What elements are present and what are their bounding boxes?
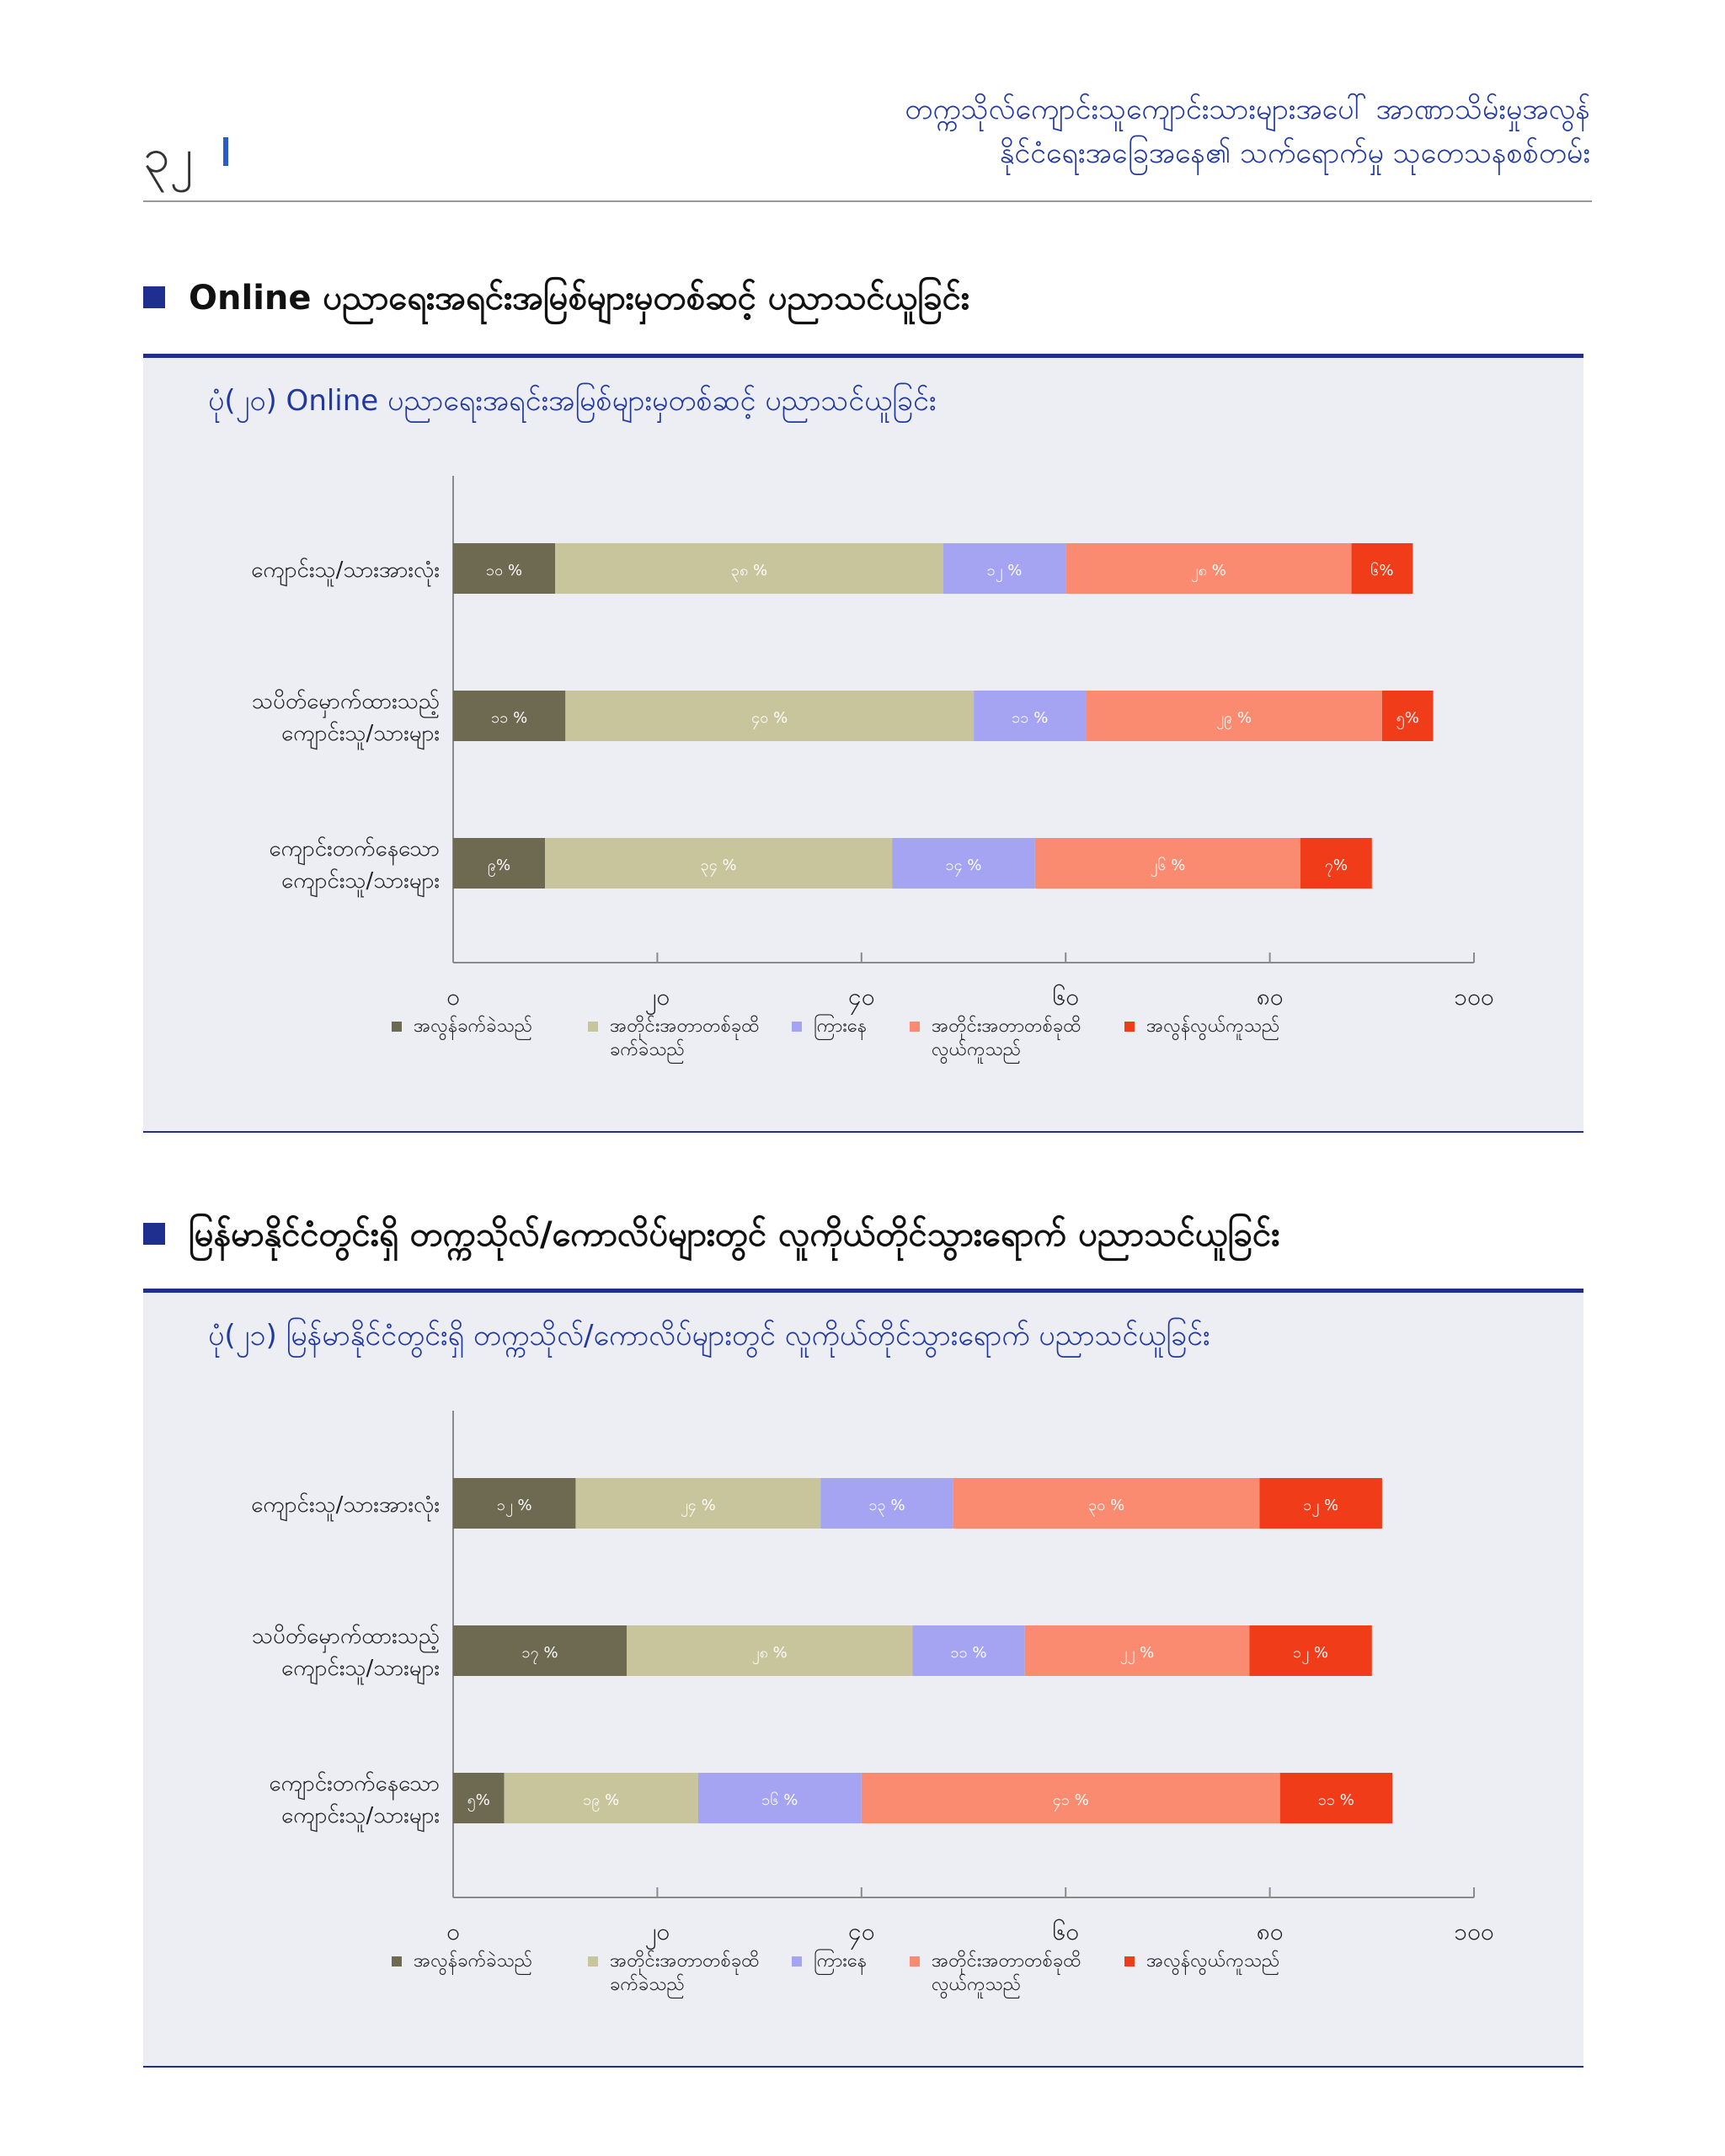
legend-label	[932, 1950, 1081, 1999]
data-label: ၁၀ %	[486, 562, 523, 579]
data-label: ၁၆ %	[761, 1791, 798, 1809]
x-tick-label: ၈၀	[1256, 983, 1284, 1011]
data-label: ၂၆ %	[1150, 857, 1186, 874]
data-label: ၂၉ %	[1216, 709, 1252, 727]
legend-swatch	[792, 1022, 802, 1032]
legend-label-line: အတိုင်းအတာတစ်ခုထိ	[932, 1951, 1081, 1972]
legend-label-line: အတိုင်းအတာတစ်ခုထိ	[610, 1951, 760, 1972]
running-head	[905, 88, 1590, 175]
chart-20-svg	[143, 358, 1583, 1131]
x-tick-label: ၆၀	[1052, 1918, 1079, 1945]
data-label: ၇%	[1324, 857, 1348, 874]
data-label: ၆%	[1370, 562, 1394, 579]
section-title-text: Online ပညာရေးအရင်းအမြစ်များမှတစ်ဆင့် ပညာသင်ယူခြင်း	[189, 279, 970, 318]
category-label-line: ကျောင်းသူ/သားများ	[281, 721, 440, 746]
data-label: ၁၂ %	[1303, 1497, 1339, 1514]
legend-label-line: အလွန်လွယ်ကူသည်	[1146, 1016, 1280, 1037]
category-label-line: ကျောင်းသူ/သားအားလုံး	[251, 1492, 440, 1518]
data-label: ၃၄ %	[700, 857, 737, 874]
data-label: ၁၁ %	[1317, 1791, 1354, 1809]
data-label: ၁၉ %	[583, 1791, 620, 1809]
legend-swatch	[1124, 1956, 1135, 1967]
x-tick-label: ၂၀	[644, 983, 670, 1011]
legend-label-line: ခက်ခဲသည်	[610, 1039, 685, 1060]
section-title-in-person-learning	[143, 1213, 1279, 1262]
legend-swatch	[1124, 1022, 1135, 1032]
x-tick-label: ၀	[446, 983, 460, 1011]
legend-swatch	[588, 1956, 598, 1967]
category-label	[251, 1492, 440, 1522]
category-label-line: သပိတ်မှောက်ထားသည့်	[251, 1624, 440, 1649]
category-label-line: ကျောင်းသူ/သားများ	[281, 1803, 440, 1828]
legend-label-line: အတိုင်းအတာတစ်ခုထိ	[932, 1016, 1081, 1037]
legend-label	[1146, 1015, 1279, 1041]
legend-label-line: ကြားနေ	[814, 1951, 868, 1972]
data-label: ၅%	[467, 1791, 490, 1809]
data-label: ၉%	[487, 857, 511, 874]
data-label: ၁၂ %	[496, 1497, 532, 1514]
legend-label	[1146, 1950, 1279, 1976]
category-label-line: သပိတ်မှောက်ထားသည့်	[251, 689, 440, 714]
section-title-online-learning	[143, 276, 969, 326]
data-label: ၅%	[1396, 709, 1419, 727]
data-label: ၂၈ %	[751, 1644, 788, 1662]
legend-swatch	[588, 1022, 598, 1032]
x-tick-label: ၄၀	[848, 983, 875, 1011]
figure-21-panel	[143, 1289, 1583, 2068]
legend-label-line: အတိုင်းအတာတစ်ခုထိ	[610, 1016, 760, 1037]
category-label	[252, 688, 440, 750]
figure-20-panel	[143, 354, 1583, 1133]
legend-swatch	[910, 1956, 920, 1967]
legend-label-line: လွယ်ကူသည်	[932, 1039, 1022, 1060]
category-label-line: ကျောင်းသူ/သားများ	[281, 1656, 440, 1681]
legend-label-line: ကြားနေ	[814, 1016, 868, 1037]
data-label: ၁၇ %	[521, 1644, 558, 1662]
data-label: ၁၁ %	[1012, 709, 1049, 727]
x-tick-label: ၁၀၀	[1454, 1918, 1494, 1945]
data-label: ၃၀ %	[1088, 1497, 1125, 1514]
data-label: ၄၀ %	[751, 709, 788, 727]
legend-label	[932, 1015, 1081, 1065]
section-title-text: မြန်မာနိုင်ငံတွင်းရှိ တက္ကသိုလ်/ကောလိပ်များတွင် လူကိုယ်တိုင်သွားရောက် ပညာသင်ယူခြင်း	[189, 1215, 1280, 1254]
x-tick-label: ၄၀	[848, 1918, 875, 1945]
legend-label	[814, 1014, 867, 1040]
category-label-line: ကျောင်းသူ/သားအားလုံး	[251, 558, 440, 583]
legend-label-line: ခက်ခဲသည်	[610, 1974, 685, 1995]
category-label-line: ကျောင်းသူ/သားများ	[281, 868, 440, 894]
legend-label	[610, 1950, 760, 1999]
data-label: ၁၁ %	[491, 709, 528, 727]
category-label	[252, 1623, 440, 1685]
legend-swatch	[392, 1022, 402, 1032]
x-tick-label: ၂၀	[644, 1918, 670, 1945]
data-label: ၄၁ %	[1052, 1791, 1089, 1809]
data-label: ၂၄ %	[680, 1497, 716, 1514]
x-tick-label: ၆၀	[1052, 983, 1079, 1011]
section-bullet-icon	[143, 1223, 165, 1245]
data-label: ၁၂ %	[986, 562, 1023, 579]
category-label	[269, 835, 440, 898]
legend-swatch	[910, 1022, 920, 1032]
category-label-line: ကျောင်းတက်နေသော	[269, 836, 440, 862]
category-label	[251, 557, 440, 587]
chart-title: ပုံ(၂၀) Online ပညာရေးအရင်းအမြစ်များမှတစ်ဆင့် ပညာသင်ယူခြင်း	[208, 384, 937, 418]
chart-21-svg	[143, 1293, 1583, 2066]
legend-label	[610, 1015, 760, 1064]
legend-swatch	[392, 1956, 402, 1967]
data-label: ၁၄ %	[945, 857, 982, 874]
data-label: ၂၂ %	[1119, 1644, 1155, 1662]
legend-label	[414, 1950, 532, 1976]
data-label: ၁၃ %	[868, 1497, 905, 1514]
category-label	[269, 1770, 440, 1833]
x-tick-label: ၀	[446, 1918, 460, 1945]
data-label: ၃၈ %	[730, 562, 768, 579]
legend-label-line: အလွန်လွယ်ကူသည်	[1146, 1951, 1280, 1972]
legend-swatch	[792, 1956, 802, 1967]
header-divider	[143, 200, 1592, 202]
legend-label	[414, 1015, 532, 1041]
data-label: ၁၂ %	[1293, 1644, 1328, 1662]
page-number: ၃၂	[143, 129, 194, 184]
legend-label-line: အလွန်ခက်ခဲသည်	[414, 1951, 533, 1972]
running-head-line-1: တက္ကသိုလ်ကျောင်းသူကျောင်းသားများအပေါ် အာဏာသိမ်းမှုအလွန်	[905, 93, 1590, 126]
section-bullet-icon	[143, 286, 165, 308]
page-number-marker	[223, 137, 228, 166]
data-label: ၁၁ %	[950, 1644, 987, 1662]
category-label-line: ကျောင်းတက်နေသော	[269, 1771, 440, 1796]
legend-label-line: အလွန်ခက်ခဲသည်	[414, 1016, 533, 1037]
x-tick-label: ၁၀၀	[1454, 983, 1494, 1011]
x-tick-label: ၈၀	[1256, 1918, 1284, 1945]
legend-label-line: လွယ်ကူသည်	[932, 1974, 1022, 1995]
chart-title: ပုံ(၂၁) မြန်မာနိုင်ငံတွင်းရှိ တက္ကသိုလ်/ကောလိပ်များတွင် လူကိုယ်တိုင်သွားရောက် ပညာသင်ယူခြင်း	[208, 1319, 1210, 1353]
running-head-line-2: နိုင်ငံရေးအခြေအနေ၏ သက်ရောက်မှု သုတေသနစစ်တမ်း	[999, 136, 1590, 170]
data-label: ၂၈ %	[1190, 562, 1226, 579]
legend-label	[814, 1949, 867, 1975]
